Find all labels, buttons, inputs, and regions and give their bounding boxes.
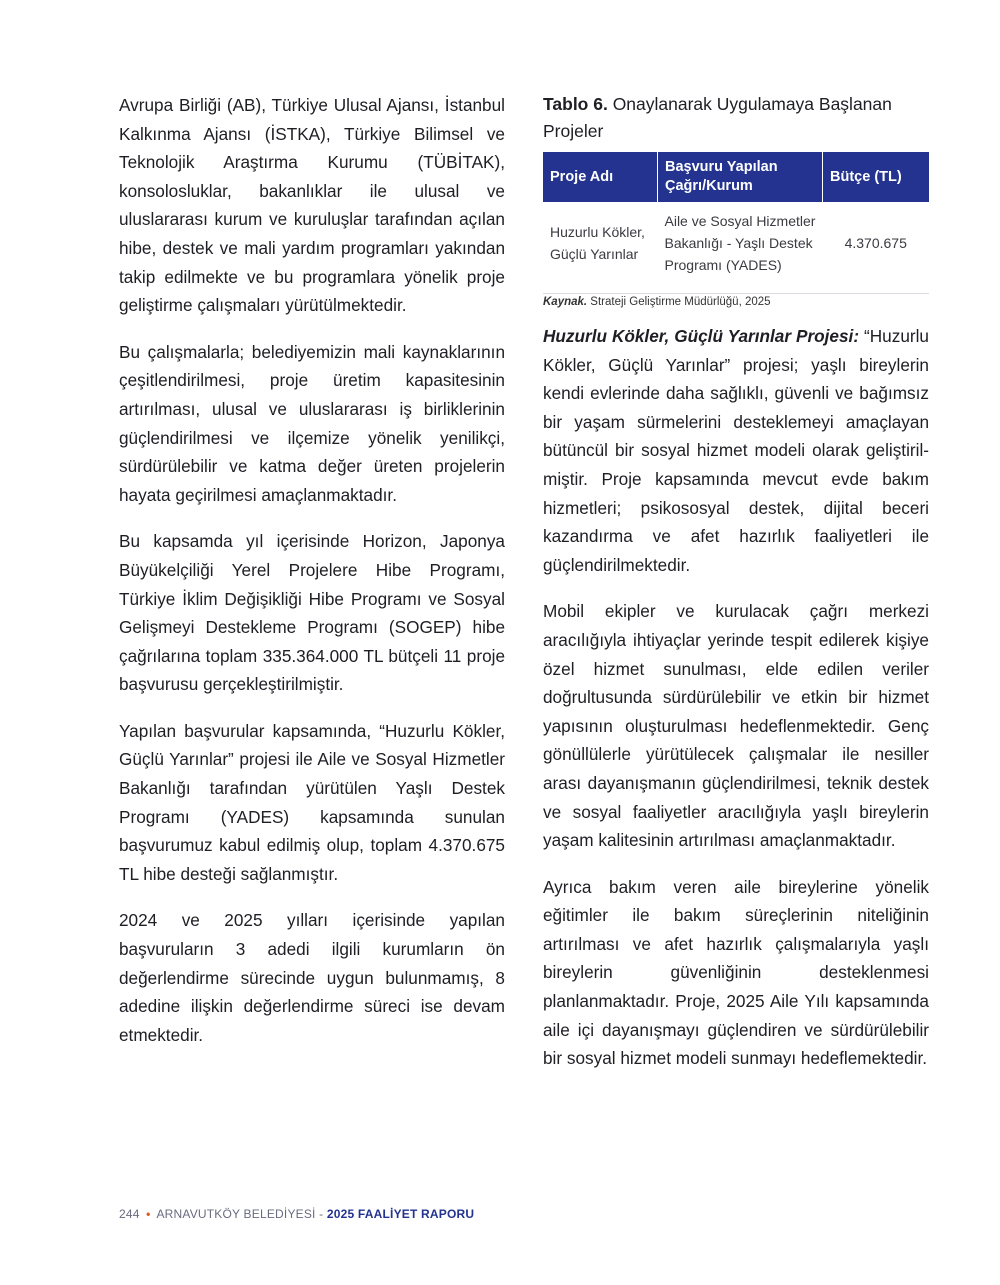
table-source [543,293,929,308]
page-footer [119,1207,474,1221]
table-row [543,202,929,284]
body-paragraph: Mobil ekipler ve kurulacak çağrı merkezi aracılığıyla ihtiyaçlar yerinde tespit edilerek kişiye özel hizmet sunulması, elde edilen veriler doğrultusunda sürdürülebilir ve etkin bir hizmet yapısının oluşturulması hedeflenmektedir. Genç gönüllülerle yürütülecek çalışmalar ile nesiller arası dayanışmanın güçlendirilmesi, teknik destek ve sosyal faaliyetler aracılığıyla yaşlı bireylerin yaşam kalitesinin artırılması amaçlanmaktadır. [543,601,929,851]
body-paragraph: Ayrıca bakım veren aile bireylerine yönelik eğitimler ile bakım süreçlerinin niteliğinin artırılması ve afet hazırlık çalışmalarıyla yaşlı bireylerin güvenliğinin desteklenmesi planlanmaktadır. Proje, 2025 Aile Yılı kapsamında aile içi dayanışmayı güçlendiren ve sürdürülebilir bir sosyal hizmet modeli sunmayı hedeflemektedir. [543,876,929,1069]
cell-project-name: Huzurlu Kökler, Güçlü Yarınlar [550,224,645,262]
page-number: 244 [119,1207,140,1221]
source-text: Strateji Geliştirme Müdürlüğü, 2025 [587,296,771,308]
column-header-project: Proje Adı [543,152,658,202]
cell-budget: 4.370.675 [844,235,907,251]
footer-institution: ARNAVUTKÖY BELEDİYESİ [156,1207,316,1221]
table-label: Tablo 6. [543,94,608,114]
right-column [543,91,929,1091]
body-paragraph: Avrupa Birliği (AB), Türkiye Ulusal Ajansı, İstanbul Kalkınma Ajansı (İSTKA), Türkiye Bilimsel ve Teknolojik Araştırma Kurumu (TÜBİTAK), konsolosluklar, bakanlıklar ile ulusal ve uluslararası kurum ve kuruluşlar tarafından açılan hibe, destek ve mali yardım programları yakından takip edilmekte ve bu programlara yönelik proje geliştirme çalışmaları yürütülmektedir. [119,95,505,316]
project-intro-text: “Huzurlu Kökler, Güçlü Yarınlar” projesi; yaşlı bireylerin kendi evlerinde daha sağlıklı, güvenli ve bağımsız bir yaşam sürmelerini desteklemeyi amaçlayan bütüncül bir sosyal hizmet modeli olarak geliştirilmiştir. Proje kapsamında mevcut evde bakım hizmetleri; psikososyal destek, dijital beceri kazandırma ve afet hazırlık faaliyetleri ile güçlendirilmektedir. [543,326,929,575]
footer-separator: - [319,1207,324,1221]
project-title: Huzurlu Kökler, Güçlü Yarınlar Projesi: [543,326,860,346]
projects-table [543,152,929,284]
cell-call-institution: Aile ve Sosyal Hizmetler Bakanlığı - Yaşlı Destek Programı (YADES) [664,213,816,273]
left-column [119,91,505,1067]
table-caption: Onaylanarak Uygulamaya Başlanan Projeler [543,94,892,141]
bullet-dot-icon: • [146,1207,151,1221]
source-label: Kaynak. [543,296,588,308]
body-paragraph: Yapılan başvurular kapsamında, “Huzurlu Kökler, Güçlü Yarınlar” projesi ile Aile ve Sosyal Hizmetler Bakanlığı tarafından yürütülen Yaşlı Destek Programı (YADES) kapsamında sunulan başvurumuz kabul edilmiş olup, toplam 4.370.675 TL hibe desteği sağlanmıştır. [119,720,505,884]
body-paragraph: 2024 ve 2025 yılları içerisinde yapılan başvuruların 3 adedi ilgili kurumların ön değerlendirme sürecinde uygun bulunmamış, 8 adedine ilişkin değerlendirme süreci ise devam etmektedir. [119,910,505,1045]
footer-report-title: 2025 FAALİYET RAPORU [326,1207,475,1221]
column-header-budget: Bütçe (TL) [823,152,930,202]
table-header-row [543,152,929,202]
body-paragraph: Bu kapsamda yıl içerisinde Horizon, Japonya Büyükelçiliği Yerel Projelere Hibe Programı, Türkiye İklim Değişikliği Hibe Programı ve Sosyal Gelişmeyi Destekleme Programı (SOGEP) hibe çağrılarına toplam 335.364.000 TL bütçeli 11 proje başvurusu gerçekleştirilmiştir. [119,531,505,695]
project-intro-paragraph [543,322,929,579]
column-header-call: Başvuru Yapılan Çağrı/Kurum [658,152,823,202]
body-paragraph: Bu çalışmalarla; belediyemizin mali kaynaklarının çeşitlendirilmesi, proje üretim kapasitesinin artırılması, ulusal ve uluslararası iş birliklerinin güçlendirilmesi ve ilçemize yönelik yenilikçi, sürdürülebilir ve katma değer üreten projelerin hayata geçirilmesi amaçlanmaktadır. [119,341,505,505]
table-title [543,91,929,145]
